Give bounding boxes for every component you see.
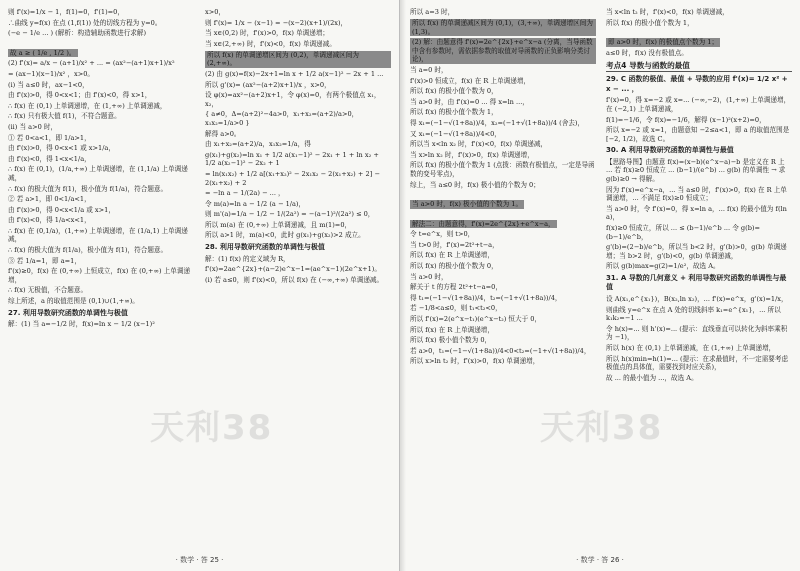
text-line: 解关于 t 的方程 2t²+t−a=0，	[410, 283, 502, 292]
text-line: 所以 f(x) 在 R 上单调递增，	[410, 251, 494, 260]
text-line: 令 h(x)=... 则 h'(x)=... (提示：直线垂直可以转化为斜率乘积为 −1)，	[606, 324, 788, 342]
page-footer: · 数学 · 答 26 ·	[576, 556, 624, 564]
text-line: ∴曲线 y=f(x) 在点 (1,f(1)) 处的切线方程为 y=0。	[8, 18, 162, 27]
text-line: ∴ f(x) 的极大值为 f(1/a)，极小值为 f(1)，符合题意。	[8, 246, 168, 255]
text-line: x>0，	[205, 8, 226, 16]
text-line: 则 f'(x)=1/x − 1，f(1)=0，f'(1)=0，	[8, 8, 124, 16]
text-line: 所以 f(x) 在 R 上单调递增，	[410, 325, 494, 334]
text-line: 则 f'(x)= 1/x − (x−1) = −(x−2)(x+1)/(2x)，	[205, 18, 348, 27]
text-line: 又 x₁=(−1−√(1+8a))/4<0，	[410, 129, 501, 138]
text-line: ② 若 a>1，即 0<1/a<1，	[8, 195, 91, 204]
text-line: f(x)≥0 恒成立，所以 ... ≤ (b−1)/e^b ... 令 g(b)=(b−1)/e^b，	[606, 224, 761, 241]
text-line: 所以 f(x) 的极小值个数为 1 (点拨：函数有极值点，一定是导函数的变号零点)，	[410, 161, 595, 178]
text-line: 所以 x>ln t₂ 时，f'(x)>0，f(x) 单调递增，	[410, 357, 540, 366]
text-line: 故 a ≥ ( 1/e , 1/2 )。	[10, 48, 76, 57]
text-line: 综上所述，a 的取值范围是 (0,1)∪(1,+∞)。	[8, 297, 139, 306]
text-line: g'(b)=(2−b)/e^b，所以当 b<2 时，g'(b)>0，g(b) 单调递增；当 b>2 时，g'(b)<0，g(b) 单调递减，	[606, 243, 787, 260]
text-line: 当 a>0 时，令 f'(x)=0，得 x=ln a，... f(x) 的最小值为 f(ln a)，	[606, 204, 787, 222]
text-line: 所以 f'(x)=2(e^x−t₁)(e^x−t₂) 恒大于 0，	[410, 315, 542, 324]
text-line: 由 f'(x)>0，得 0<x<1 或 x>1/a，	[8, 144, 115, 153]
text-line: (ii) 当 a>0 时，	[8, 122, 58, 131]
text-line: 所以 a=3 时，	[410, 8, 455, 16]
text-line: 所以 f(x) 的极小值个数为 1，	[606, 18, 694, 27]
text-line: 综上，当 a≤0 时，f(x) 极小值的个数为 0；	[410, 180, 540, 189]
text-line: g(x₁)+g(x₂)=ln x₁ + 1/2 a(x₁−1)² − 2x₁ + 1 + ln x₂ + 1/2 a(x₂−1)² − 2x₂ + 1	[205, 150, 379, 168]
text-line: (2) 由 g(x)=f(x)−2x+1=ln x + 1/2 a(x−1)² − 2x + 1 ...	[205, 69, 384, 78]
text-line: 当 a>0 时，	[410, 272, 448, 281]
page-gutter-shadow	[400, 0, 406, 571]
text-line: 解法二：由题意得，f'(x)=2e^{2x}+e^x−a，	[412, 219, 555, 228]
text-line: a≤0 时，f(x) 没有极值点。	[606, 48, 688, 57]
text-line: 由 f'(x)<0，得 1/a<x<1，	[8, 216, 91, 225]
text-line: (−e − 1/e ... ) (解析：构造辅助函数进行求解)	[8, 29, 147, 38]
text-line: 所以 f(x) 的极小值个数为 1，	[410, 108, 498, 117]
right-page-column-2	[606, 8, 792, 545]
text-line: f'(x)=0，得 x=−2 或 x=... (−∞,−2)，(1,+∞) 上单调递增，在 (−2,1) 上单调递减，	[606, 96, 791, 113]
right-page-column-1	[410, 8, 596, 545]
text-line: 所以 g'(x)= (ax²−(a+2)x+1)/x ，x>0，	[205, 80, 331, 89]
text-line: ∴ f(x) 在 (0,1/a)，(1,+∞) 上单调递增，在 (1/a,1) 上单调递减，	[8, 226, 188, 244]
text-line: (2) 解：由题意得 f'(x)=2e^{2x}+e^x−a (分离，当导函数中含有参数时，需依据参数的取值对导函数的正负影响分类讨论)，	[410, 38, 596, 64]
text-line: 所以 f(x) 的单调递增区间为 (0,2)，单调递减区间为 (2,+∞)。	[205, 51, 391, 68]
left-page-column-1	[8, 8, 194, 545]
text-line: 故 ... 的最小值为 ...，故选 A。	[606, 373, 698, 382]
text-line: 解：(1) f(x) 的定义域为 R，	[205, 254, 290, 263]
watermark-logo: 天利38	[540, 408, 664, 448]
text-line: = −ln a − 1/(2a) − ... ，	[205, 189, 285, 198]
text-line: 31. A 导数的几何意义 + 利用导数研究函数的单调性与最值	[606, 273, 787, 292]
text-line: 所以 g(b)max=g(2)=1/e²，故选 A。	[606, 262, 720, 271]
text-line: 当 x<ln t₂ 时，f'(x)<0，f(x) 单调递减，	[606, 8, 729, 16]
text-line: f'(x)>0 恒成立，f(x) 在 R 上单调递增，	[410, 76, 531, 85]
text-line: 所以 h(x) 在 (0,1) 上单调递减，在 (1,+∞) 上单调递增，	[606, 343, 776, 352]
text-line: ∴ f(x) 的极大值为 f(1)，极小值为 f(1/a)，符合题意。	[8, 184, 168, 193]
text-line: 当 a>0 时，f(x) 极小值的个数为 1。	[412, 200, 523, 209]
text-line: ③ 若 1/a=1，即 a=1，	[8, 256, 81, 265]
text-line: 30. A 利用导数研究函数的单调性与最值	[606, 146, 734, 155]
text-line: 当 x>ln x₂ 时，f'(x)>0，f(x) 单调递增，	[410, 150, 534, 159]
text-line: 28. 利用导数研究函数的单调性与极值	[205, 243, 325, 252]
text-line: 所以 f(x) 的极小值个数为 0，	[410, 87, 498, 96]
text-line: ∴ f(x) 在 (0,1) 上单调递增，在 (1,+∞) 上单调递减，	[8, 101, 167, 110]
text-line: 由 f'(x)>0，得 0<x<1；由 f'(x)<0，得 x>1，	[8, 91, 152, 100]
text-line: 所以 x=−2 或 x=1，由题意知 −2≤a<1，即 a 的取值范围是 [−2, 1/2)，故选 C。	[606, 126, 790, 143]
text-line: = ln(x₁x₂) + 1/2 a[(x₁+x₂)² − 2x₁x₂ − 2(x₁+x₂) + 2] − 2(x₁+x₂) + 2	[205, 169, 380, 187]
text-line: { a≠0，Δ=(a+2)²−4a>0，x₁+x₂=(a+2)/a>0，x₁x₂=1/a>0 }	[205, 110, 359, 127]
text-line: 令 t=e^x，则 t>0，	[410, 230, 475, 239]
text-line: f'(x)≥0，f(x) 在 (0,+∞) 上恒成立，f(x) 在 (0,+∞) 上单调递增，	[8, 267, 191, 284]
text-line: 当 a=0 时，	[410, 65, 448, 74]
text-line: 设 φ(x)=ax²−(a+2)x+1，令 φ(x)=0，有两个极值点 x₁，x₂，	[205, 91, 381, 108]
text-line: 所以 f(x) 的单调递减区间为 (0,1)，(3,+∞)，单调递增区间为 (1,3)。	[410, 19, 596, 36]
text-line: 所以 f(x) 的极小值个数为 0，	[410, 262, 498, 271]
text-line: 当 x∈(2,+∞) 时，f'(x)<0，f(x) 单调递减。	[205, 39, 336, 48]
text-line: ∴ f(x) 只有极大值 f(1)，不符合题意。	[8, 112, 121, 121]
text-line: 当 t>0 时，f'(x)=2t²+t−a，	[410, 240, 499, 249]
text-line: 由 f'(x)<0，得 1<x<1/a，	[8, 154, 91, 163]
text-line: 解得 a>0。	[205, 129, 241, 138]
text-line: f(1)=−1/6，令 f(x)=−1/6，解得 (x−1)²(x+2)=0，	[606, 115, 766, 124]
text-line: (i) 若 a≤0，则 f'(x)<0，所以 f(x) 在 (−∞,+∞) 单调递减。	[205, 275, 384, 284]
text-line: 令 m(a)=ln a − 1/2 (a − 1/a)，	[205, 199, 306, 208]
text-line: = (ax−1)(x−1)/x² ，x>0。	[8, 69, 95, 78]
text-line: ∴ f(x) 无极值，不合题意。	[8, 286, 88, 295]
text-line: 所以 f(x) 极小值个数为 0，	[410, 336, 492, 345]
text-line: 若 a>0，t₁=(−1−√(1+8a))/4<0<t₂=(−1+√(1+8a))/4，	[410, 346, 591, 355]
text-line: 所以 a>1 时，m(a)<0，此时 g(x₁)+g(x₂)>2 成立。	[205, 231, 365, 240]
text-line: 29. C 函数的极值、最值 + 导数的应用 f'(x)= 1/2 x² + x − ... ，	[606, 75, 788, 93]
text-line: 因为 f'(x)=e^x−a，... 当 a≤0 时，f'(x)>0，f(x) 在 R 上单调递增，... 不满足 f(x)≥0 恒成立；	[606, 185, 787, 203]
text-line: 解：(1) 当 a=−1/2 时，f(x)=ln x − 1/2 (x−1)²	[8, 320, 155, 329]
text-line: 当 x∈(0,2) 时，f'(x)>0，f(x) 单调递增；	[205, 29, 330, 38]
text-line: 若 −1/8<a≤0，则 t₁<t₂<0，	[410, 304, 502, 313]
text-line: (2) f'(x)= a/x − (a+1)/x² + ... = (ax²−(a+1)x+1)/x²	[8, 59, 175, 68]
text-line: 考点4 导数与函数的最值	[606, 60, 792, 72]
text-line: ① 若 0<a<1，即 1/a>1，	[8, 133, 91, 142]
watermark-logo: 天利38	[150, 408, 274, 448]
page-footer: · 数学 · 答 25 ·	[175, 556, 224, 564]
text-line: 由 f'(x)>0，得 0<x<1/a 或 x>1，	[8, 205, 115, 214]
text-line: 则 m'(a)=1/a − 1/2 − 1/(2a²) = −(a−1)²/(2a²) ≤ 0，	[205, 210, 375, 219]
text-line: 【思路导图】由题意 f(x)=(x−b)(e^x−a)−b 是定义在 R 上 ... 若 f(x)≥0 恒成立 ... (b−1)/(e^b) ... g(b) 的单调性 → 求 g(b)≥0 → 得解。	[606, 157, 786, 184]
text-line: ∴ f(x) 在 (0,1)，(1/a,+∞) 上单调递增，在 (1,1/a) 上单调递减，	[8, 165, 188, 182]
text-line: f'(x)=2ae^{2x}+(a−2)e^x−1=(ae^x−1)(2e^x+1)。	[205, 265, 381, 274]
text-line: 即 a>0 时，f(x) 的极值点个数为 1；	[608, 38, 719, 47]
right-page	[400, 0, 800, 571]
text-line: 得 t₁=(−1−√(1+8a))/4，t₂=(−1+√(1+8a))/4，	[410, 293, 562, 302]
text-line: 所以 m(a) 在 (0,+∞) 上单调递减，且 m(1)=0，	[205, 220, 352, 229]
text-line: (i) 当 a≤0 时，ax−1<0，	[8, 80, 89, 89]
text-line: 设 A(x₁,e^{x₁})，B(x₂,ln x₂)，... f'(x)=e^x，g'(x)=1/x，	[606, 294, 788, 303]
text-line: 27. 利用导数研究函数的单调性与极值	[8, 308, 128, 317]
text-line: 得 x₁=(−1−√(1+8a))/4，x₂=(−1+√(1+8a))/4 (舍去)，	[410, 118, 585, 127]
text-line: 则曲线 y=e^x 在点 A 处的切线斜率 k₁=e^{x₁}，... 所以 k₁k₂=−1 ...	[606, 305, 781, 323]
text-line: 所以当 x<ln x₂ 时，f'(x)<0，f(x) 单调递减，	[410, 140, 548, 149]
left-page-column-2	[205, 8, 391, 545]
text-line: 所以 h(x)min=h(1)=... (提示：在求最值时，不一定需要考虑极值点的具体值，需要找到对应关系)，	[606, 354, 789, 372]
text-line: 当 a>0 时，由 f'(x)=0 ... 得 x=ln ...，	[410, 97, 529, 106]
text-line: 由 x₁+x₂=(a+2)/a，x₁x₂=1/a，得	[205, 140, 311, 149]
